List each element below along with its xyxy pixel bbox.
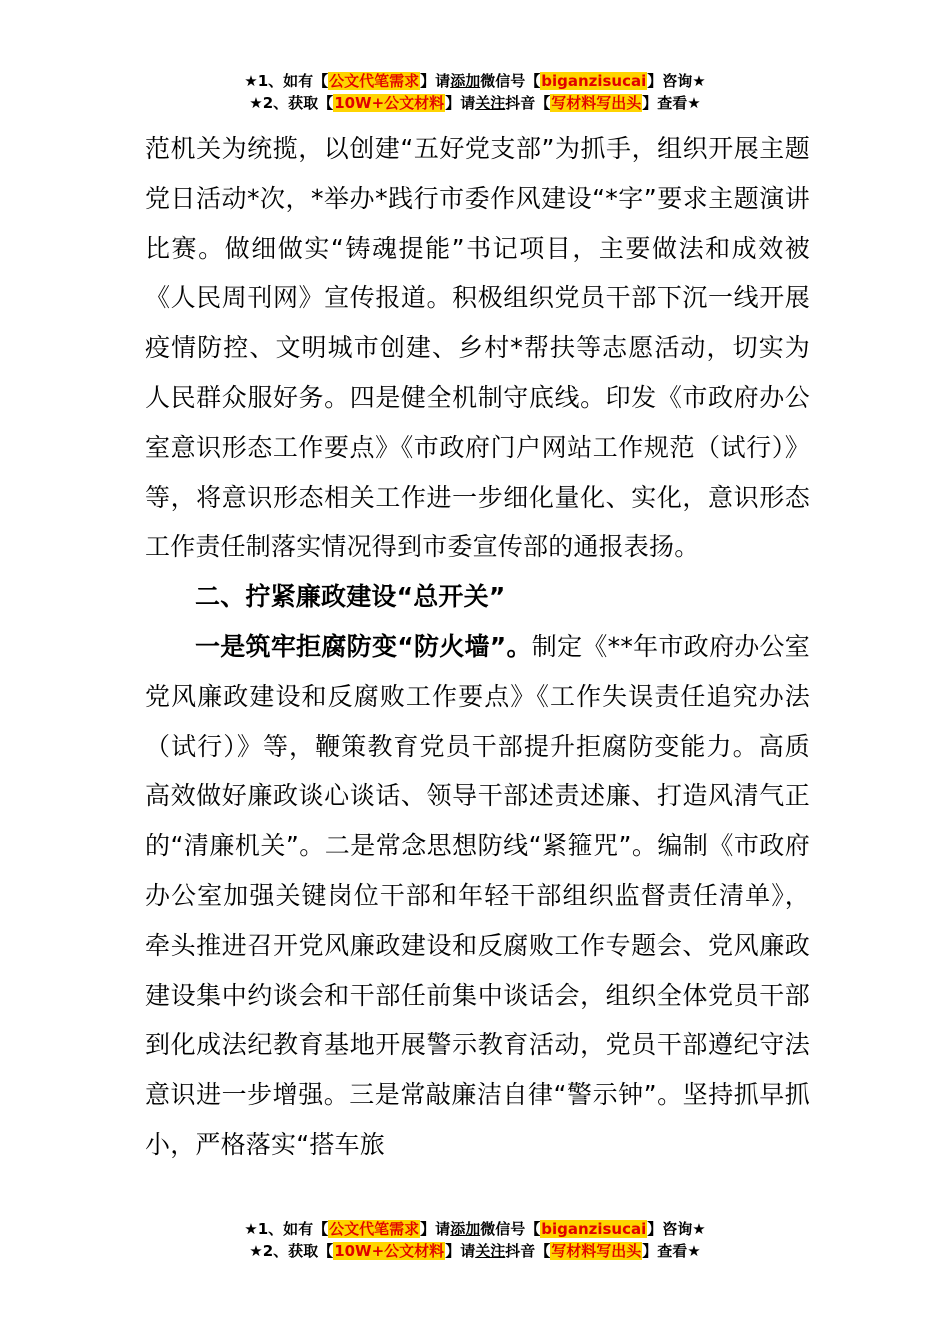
banner-text: ★1、如有【 bbox=[244, 1220, 329, 1238]
paragraph-2 bbox=[145, 622, 810, 1170]
paragraph-1: 范机关为统揽，以创建“五好党支部”为抓手，组织开展主题党日活动*次，*举办*践行市委作风建设“*字”要求主题演讲比赛。做细做实“铸魂提能”书记项目，主要做法和成效被《人民周刊网》宣传报道。积极组织党员干部下沉一线开展疫情防控、文明城市创建、乡村*帮扶等志愿活动，切实为人民群众服好务。四是健全机制守底线。印发《市政府办公室意识形态工作要点》《市政府门户网站工作规范（试行）》等，将意识形态相关工作进一步细化量化、实化，意识形态工作责任制落实情况得到市委宣传部的通报表扬。 bbox=[145, 134, 810, 562]
banner-highlight: 公文代笔需求 bbox=[329, 72, 420, 90]
banner-highlight: biganzisucai bbox=[541, 1220, 647, 1238]
paragraph-2-text: 制定《**年市政府办公室党风廉政建设和反腐败工作要点》《工作失误责任追究办法（试行）》等，鞭策教育党员干部提升拒腐防变能力。高质高效做好廉政谈心谈话、领导干部述责述廉、打造风清气正的“清廉机关”。二是常念思想防线“紧箍咒”。编制《市政府办公室加强关键岗位干部和年轻干部组织监督责任清单》，牵头推进召开党风廉政建设和反腐败工作专题会、党风廉政建设集中约谈会和干部任前集中谈话会，组织全体党员干部到化成法纪教育基地开展警示教育活动，党员干部遵纪守法意识进一步增强。三是常敲廉洁自律“警示钟”。坚持抓早抓小，严格落实“搭车旅 bbox=[145, 631, 810, 1159]
banner-underlined: 关注 bbox=[475, 94, 506, 112]
banner-text: 抖音【 bbox=[505, 1242, 551, 1260]
paragraph-2-lead: 一是筑牢拒腐防变“防火墙”。 bbox=[195, 631, 532, 661]
footer-banner bbox=[0, 1218, 950, 1262]
banner-text: 】咨询★ bbox=[647, 72, 706, 90]
banner-highlight: 写材料写出头 bbox=[551, 1242, 642, 1260]
banner-highlight: biganzisucai bbox=[541, 72, 647, 90]
banner-underlined: 添加 bbox=[450, 1220, 481, 1238]
banner-text: 微信号【 bbox=[480, 72, 541, 90]
banner-text: ★1、如有【 bbox=[244, 72, 329, 90]
document-body bbox=[145, 124, 810, 1170]
banner-text: 抖音【 bbox=[505, 94, 551, 112]
banner-highlight: 公文代笔需求 bbox=[329, 1220, 420, 1238]
banner-highlight: 10W+公文材料 bbox=[334, 94, 445, 112]
banner-text: 】请 bbox=[445, 94, 476, 112]
section-heading: 二、拧紧廉政建设“总开关” bbox=[195, 582, 506, 612]
banner-line-2 bbox=[0, 1240, 950, 1262]
banner-text: 】查看★ bbox=[642, 1242, 701, 1260]
banner-text: 】咨询★ bbox=[647, 1220, 706, 1238]
banner-text: ★2、获取【 bbox=[249, 94, 334, 112]
banner-text: 】请 bbox=[445, 1242, 476, 1260]
banner-line-1 bbox=[0, 70, 950, 92]
banner-text: ★2、获取【 bbox=[249, 1242, 334, 1260]
banner-text: 】查看★ bbox=[642, 94, 701, 112]
banner-highlight: 10W+公文材料 bbox=[334, 1242, 445, 1260]
header-banner bbox=[0, 70, 950, 114]
banner-underlined: 关注 bbox=[475, 1242, 506, 1260]
banner-underlined: 添加 bbox=[450, 72, 481, 90]
banner-text: 微信号【 bbox=[480, 1220, 541, 1238]
banner-text: 】请 bbox=[420, 1220, 451, 1238]
banner-highlight: 写材料写出头 bbox=[551, 94, 642, 112]
banner-text: 】请 bbox=[420, 72, 451, 90]
banner-line-2 bbox=[0, 92, 950, 114]
banner-line-1 bbox=[0, 1218, 950, 1240]
